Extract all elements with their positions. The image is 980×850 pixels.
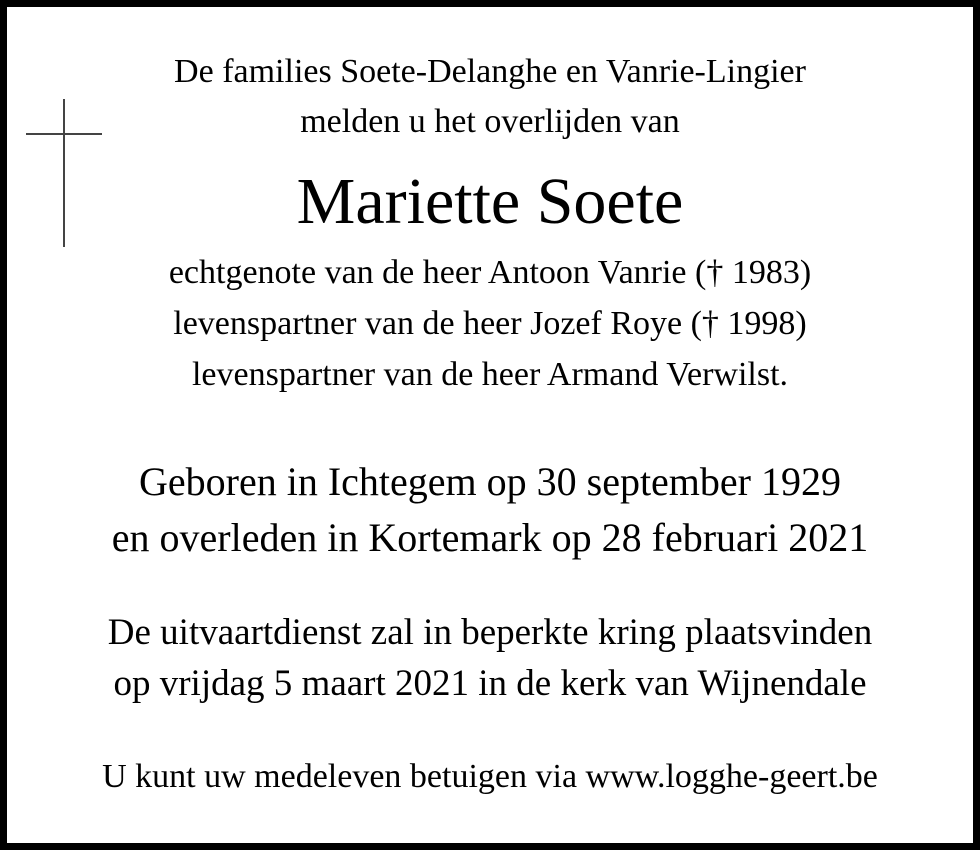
intro-line-families: De families Soete-Delanghe en Vanrie-Lingier — [174, 53, 806, 90]
deceased-name: Mariette Soete — [296, 165, 684, 238]
intro-line-announce: melden u het overlijden van — [300, 103, 680, 140]
death-line: en overleden in Kortemark op 28 februari 2021 — [111, 515, 869, 560]
relation-line-partner-2: levenspartner van de heer Armand Verwilst. — [191, 356, 789, 393]
funeral-line-service: De uitvaartdienst zal in beperkte kring plaatsvinden — [107, 612, 873, 653]
funeral-line-date-place: op vrijdag 5 maart 2021 in de kerk van Wijnendale — [113, 663, 867, 704]
condolence-line: U kunt uw medeleven betuigen via www.logghe-geert.be — [102, 758, 878, 795]
birth-line: Geboren in Ichtegem op 30 september 1929 — [138, 459, 841, 504]
relation-line-spouse: echtgenote van de heer Antoon Vanrie († 1983) — [168, 254, 812, 291]
relation-line-partner-1: levenspartner van de heer Jozef Roye († 1998) — [173, 305, 807, 342]
